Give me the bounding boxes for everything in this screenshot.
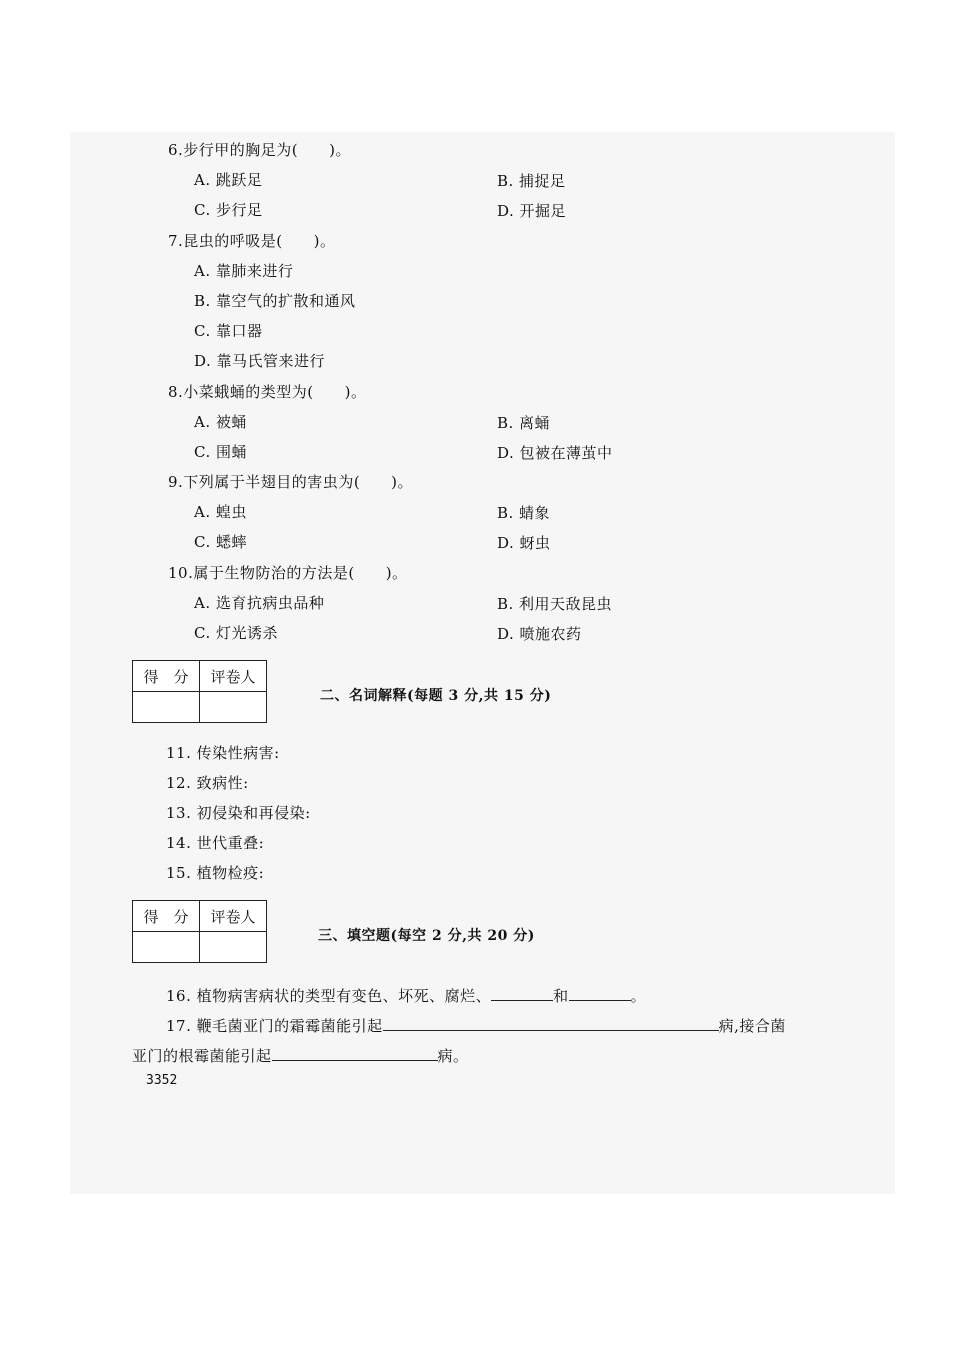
question-10-option-d: D. 喷施农药: [497, 625, 582, 643]
fill-blank: [569, 986, 631, 1001]
section3-title: 三、填空题(每空 2 分,共 20 分): [318, 928, 535, 944]
question-9-option-a: A. 蝗虫: [194, 503, 247, 521]
question-9-option-d: D. 蚜虫: [497, 534, 551, 552]
question-8-option-d: D. 包被在薄茧中: [497, 444, 613, 462]
question-9-option-c: C. 蟋蟀: [194, 533, 247, 551]
question-17-line1-end: 病,接合菌: [718, 1017, 786, 1035]
question-7-option-c: C. 靠口器: [194, 322, 263, 340]
question-7-option-b: B. 靠空气的扩散和通风: [194, 292, 356, 310]
page-number: 3352: [146, 1073, 178, 1088]
question-10-stem: 10.属于生物防治的方法是( )。: [168, 564, 408, 582]
term-14: 14. 世代重叠:: [166, 834, 265, 852]
fill-blank: [491, 986, 553, 1001]
question-8-option-b: B. 离蛹: [497, 414, 551, 432]
score-label: 得 分: [133, 901, 200, 932]
question-17-line2: [132, 1046, 469, 1065]
question-6-stem: 6.步行甲的胸足为( )。: [168, 141, 352, 159]
question-16-text: 16. 植物病害病状的类型有变色、坏死、腐烂、: [166, 987, 492, 1005]
fill-blank: [383, 1016, 719, 1031]
question-16: [166, 986, 646, 1005]
grader-cell: [200, 932, 267, 963]
score-cell: [133, 932, 200, 963]
question-10-option-b: B. 利用天敌昆虫: [497, 595, 613, 613]
score-table-section2: [132, 660, 267, 723]
question-6-option-d: D. 开掘足: [497, 202, 567, 220]
question-10-option-a: A. 选育抗病虫品种: [194, 594, 325, 612]
question-17-text: 17. 鞭毛菌亚门的霜霉菌能引起: [166, 1017, 383, 1035]
term-12: 12. 致病性:: [166, 774, 249, 792]
question-7-option-d: D. 靠马氏管来进行: [194, 352, 326, 370]
question-8-option-a: A. 被蛹: [194, 413, 247, 431]
question-6-option-b: B. 捕捉足: [497, 172, 566, 190]
score-label: 得 分: [133, 661, 200, 692]
fill-blank: [272, 1046, 438, 1061]
term-15: 15. 植物检疫:: [166, 864, 265, 882]
question-17-line1: [166, 1016, 786, 1035]
score-table-section3: [132, 900, 267, 963]
question-8-stem: 8.小菜蛾蛹的类型为( )。: [168, 383, 367, 401]
question-17-line2-text: 亚门的根霉菌能引起: [132, 1047, 272, 1065]
question-6-option-c: C. 步行足: [194, 201, 263, 219]
question-10-option-c: C. 灯光诱杀: [194, 624, 278, 642]
grader-label: 评卷人: [200, 901, 267, 932]
term-13: 13. 初侵染和再侵染:: [166, 804, 311, 822]
term-11: 11. 传染性病害:: [166, 744, 280, 762]
question-7-stem: 7.昆虫的呼吸是( )。: [168, 232, 336, 250]
question-16-mid: 和: [553, 987, 569, 1005]
question-16-end: 。: [630, 987, 647, 1005]
section2-title: 二、名词解释(每题 3 分,共 15 分): [320, 688, 552, 704]
grader-label: 评卷人: [200, 661, 267, 692]
question-6-option-a: A. 跳跃足: [194, 171, 263, 189]
question-17-line2-end: 病。: [437, 1047, 469, 1065]
question-9-stem: 9.下列属于半翅目的害虫为( )。: [168, 473, 414, 491]
grader-cell: [200, 692, 267, 723]
question-7-option-a: A. 靠肺来进行: [194, 262, 294, 280]
question-9-option-b: B. 蜻象: [497, 504, 551, 522]
score-cell: [133, 692, 200, 723]
question-8-option-c: C. 围蛹: [194, 443, 247, 461]
